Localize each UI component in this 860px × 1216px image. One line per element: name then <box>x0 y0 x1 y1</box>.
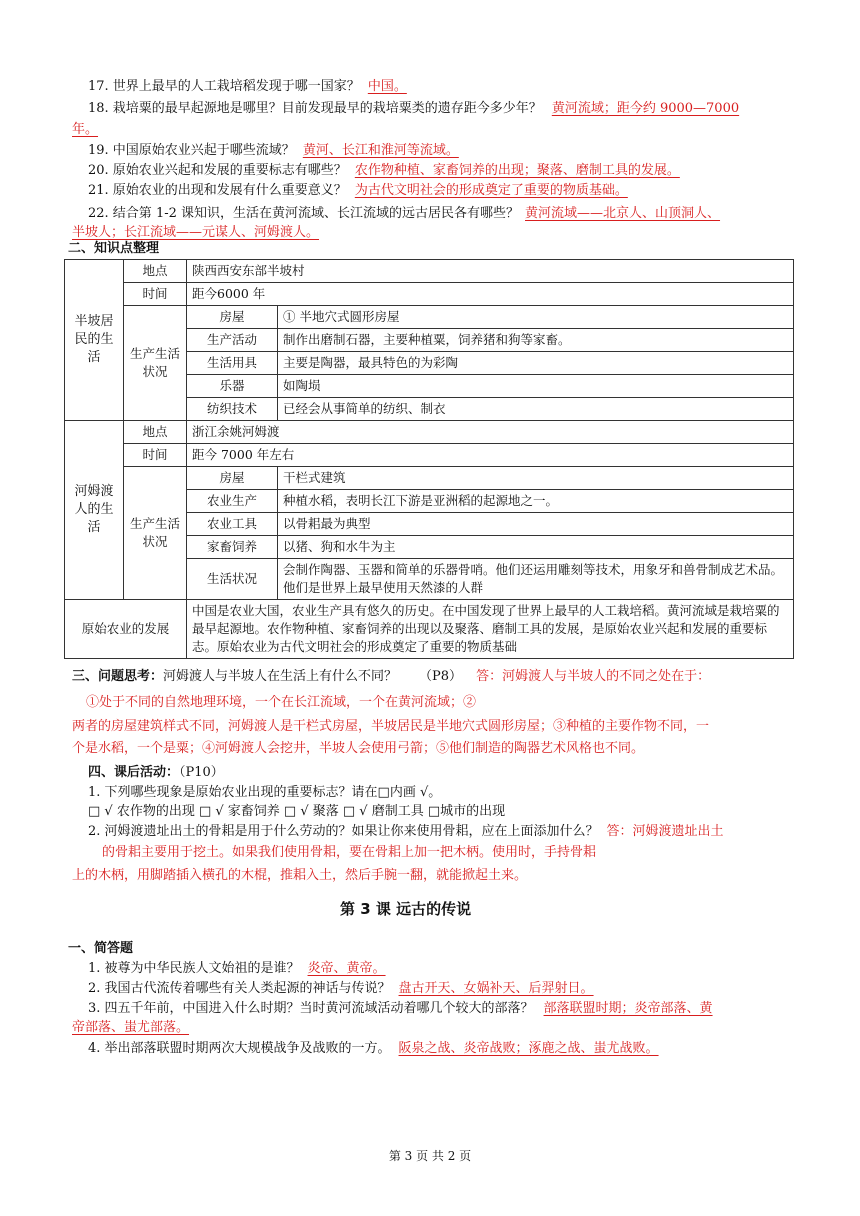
banpo-place: 陕西西安东部半坡村 <box>187 260 794 283</box>
answer-18-cont: 年。 <box>72 122 99 137</box>
origin-text: 中国是农业大国，农业生产具有悠久的历史。在中国发现了世界上最早的人工栽培稻。黄河流域是栽培粟的最早起源地。农作物种植、家畜饲养的出现以及聚落、磨制工具的发展，是原始农业兴起和发展的重要标志。原始农业为古代文明社会的形成奠定了重要的物质基础 <box>187 600 794 659</box>
hemudu-row-value: 以猪、狗和水牛为主 <box>278 536 794 559</box>
hemudu-row-value: 会制作陶器、玉器和简单的乐器骨哨。他们还运用雕刻等技术，用象牙和兽骨制成艺术品。他们是世界上最早使用天然漆的人群 <box>278 559 794 600</box>
section-3-answer-line2: 两者的房屋建筑样式不同，河姆渡人是干栏式房屋，半坡居民是半地穴式圆形房屋；③种植的主要作物不同，一 <box>72 719 710 734</box>
banpo-time: 距今6000 年 <box>187 283 794 306</box>
activity-q1-options: □ √ 农作物的出现 □ √ 家畜饲养 □ √ 聚落 □ √ 磨制工具 □城市的出现 <box>88 804 506 819</box>
lesson3-question-1: 1. 被尊为中华民族人文始祖的是谁？ 炎帝、黄帝。 <box>88 961 386 976</box>
banpo-row-value: 制作出磨制石器，主要种植粟，饲养猪和狗等家畜。 <box>278 329 794 352</box>
question-22: 22. 结合第 1-2 课知识，生活在黄河流域、长江流域的远古居民各有哪些？ 黄河流域——北京人、山顶洞人、 <box>88 206 721 221</box>
question-20: 20. 原始农业兴起和发展的重要标志有哪些？ 农作物种植、家畜饲养的出现；聚落、磨制工具的发展。 <box>88 163 680 178</box>
lesson3-question-2: 2. 我国古代流传着哪些有关人类起源的神话与传说？ 盘古开天、女娲补天、后羿射日。 <box>88 981 594 996</box>
banpo-side-label: 半坡居民的生活 <box>65 260 124 421</box>
question-18: 18. 栽培粟的最早起源地是哪里？目前发现最早的栽培粟类的遗存距今多少年？ 黄河流域；距今约 9000—7000 <box>88 101 740 116</box>
banpo-prod-label: 生产生活状况 <box>124 306 187 421</box>
hemudu-side-label: 河姆渡人的生活 <box>65 421 124 600</box>
section-3-question: 三、问题思考：河姆渡人与半坡人在生活上有什么不同？ （P8） 答：河姆渡人与半坡人的不同之处在于： <box>72 669 711 684</box>
lesson3-question-4: 4. 举出部落联盟时期两次大规模战争及战败的一方。 阪泉之战、炎帝战败；涿鹿之战、蚩尤战败。 <box>88 1041 659 1056</box>
hemudu-row-value: 以骨耜最为典型 <box>278 513 794 536</box>
activity-q2: 2. 河姆渡遗址出土的骨耜是用于什么劳动的？如果让你来使用骨耜，应在上面添加什么？ 答：河姆渡遗址出土 <box>88 824 724 839</box>
banpo-row-value: 主要是陶器，最具特色的为彩陶 <box>278 352 794 375</box>
hemudu-place-label: 地点 <box>124 421 187 444</box>
banpo-time-label: 时间 <box>124 283 187 306</box>
question-17: 17. 世界上最早的人工栽培稻发现于哪一国家？ 中国。 <box>88 79 407 94</box>
question-21: 21. 原始农业的出现和发展有什么重要意义？ 为古代文明社会的形成奠定了重要的物质基础。 <box>88 183 628 198</box>
hemudu-row-key: 家畜饲养 <box>187 536 278 559</box>
banpo-row-key: 乐器 <box>187 375 278 398</box>
hemudu-prod-label: 生产生活状况 <box>124 467 187 600</box>
lesson3-answer-3-cont: 帝部落、蚩尤部落。 <box>72 1020 190 1035</box>
banpo-row-key: 房屋 <box>187 306 278 329</box>
banpo-row-key: 生产活动 <box>187 329 278 352</box>
banpo-row-key: 生活用具 <box>187 352 278 375</box>
origin-label: 原始农业的发展 <box>65 600 187 659</box>
banpo-row-value: ① 半地穴式圆形房屋 <box>278 306 794 329</box>
hemudu-row-key: 农业工具 <box>187 513 278 536</box>
section-short-answer: 一、简答题 <box>68 941 134 956</box>
knowledge-table <box>64 259 794 659</box>
question-19: 19. 中国原始农业兴起于哪些流域？ 黄河、长江和淮河等流域。 <box>88 143 459 158</box>
banpo-place-label: 地点 <box>124 260 187 283</box>
banpo-row-value: 如陶埙 <box>278 375 794 398</box>
page-footer: 第 3 页 共 2 页 <box>388 1149 472 1163</box>
hemudu-time: 距今 7000 年左右 <box>187 444 794 467</box>
banpo-row-value: 已经会从事简单的纺织、制衣 <box>278 398 794 421</box>
hemudu-row-value: 种植水稻，表明长江下游是亚洲稻的起源地之一。 <box>278 490 794 513</box>
activity-q2-answer-line3: 上的木柄，用脚踏插入横孔的木棍，推耜入土，然后手腕一翻，就能掀起土来。 <box>72 868 528 883</box>
hemudu-row-key: 农业生产 <box>187 490 278 513</box>
activity-q1: 1. 下列哪些现象是原始农业出现的重要标志？请在□内画 √。 <box>88 785 442 800</box>
hemudu-row-value: 干栏式建筑 <box>278 467 794 490</box>
activity-q2-answer-line2: 的骨耜主要用于挖土。如果我们使用骨耜，要在骨耜上加一把木柄。使用时，手持骨耜 <box>102 845 597 860</box>
banpo-row-key: 纺织技术 <box>187 398 278 421</box>
hemudu-row-key: 房屋 <box>187 467 278 490</box>
hemudu-row-key: 生活状况 <box>187 559 278 600</box>
lesson3-question-3: 3. 四五千年前，中国进入什么时期？当时黄河流域活动着哪几个较大的部落？ 部落联盟时期；炎帝部落、黄 <box>88 1001 713 1016</box>
section-heading-knowledge: 二、知识点整理 <box>68 241 160 256</box>
hemudu-time-label: 时间 <box>124 444 187 467</box>
answer-22-cont: 半坡人；长江流域——元谋人、河姆渡人。 <box>72 225 320 240</box>
section-3-answer-line1: ①处于不同的自然地理环境，一个在长江流域，一个在黄河流域；② <box>86 695 477 710</box>
hemudu-place: 浙江余姚河姆渡 <box>187 421 794 444</box>
section-4-heading: 四、课后活动：（P10） <box>88 765 224 780</box>
section-3-answer-line3: 个是水稻，一个是粟；④河姆渡人会挖井，半坡人会使用弓箭；⑤他们制造的陶器艺术风格也不同。 <box>72 741 645 756</box>
lesson-3-title: 第 3 课 远古的传说 <box>340 900 472 918</box>
